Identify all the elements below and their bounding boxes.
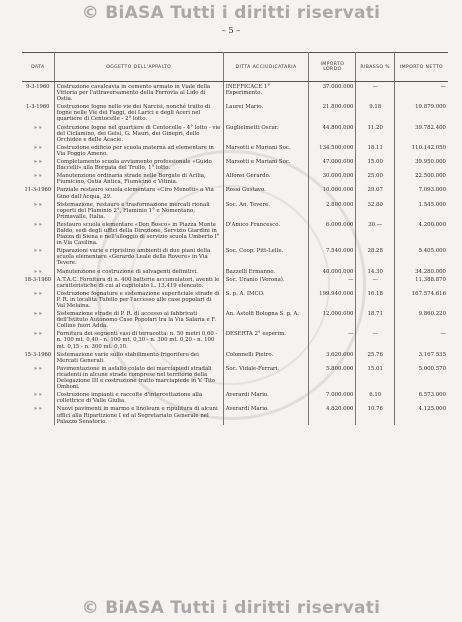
row-net: 7.093.000 [418,187,446,194]
watermark-bottom: © BiASA Tutti i diritti riservati [81,598,381,618]
table-row [22,364,448,390]
row-gross: 21.800.000 [309,102,356,122]
row-gross: 44.800.000 [309,123,356,143]
row-contractor: An. Astolfi Bologna S. p. A. [223,309,309,329]
row-contractor: Marsotti e Mariani Soc. [223,157,309,171]
row-date: » » [22,220,54,246]
row-object: Completamento scuola avviamento professionale «Guido Baccelli» alla Borgata del Trullo, 1° lotto. [54,157,223,171]
row-date: » » [22,143,54,157]
header-date: DATA [22,53,54,82]
row-object: Sistemazione strade di P. R. di accesso ai fabbricati dell'Istituto Autonomo Case Popolari tra la Via Salaria e F. Colline fuori Adda. [54,309,223,329]
row-date: » » [22,364,54,390]
watermark-top: © BiASA Tutti i diritti riservati [81,3,381,23]
row-gross: 3.620.000 [309,350,356,364]
table-row [22,157,448,171]
row-date: » » [22,404,54,424]
table-row [22,82,448,103]
row-gross: 199.940.000 [309,289,356,309]
row-object: Costruzione impianti e raccolte d'intercettazione alla collettrice di Valle Giulia. [54,390,223,404]
row-object: Costruzione fogne nelle vie dei Narcisi, nonché tratto di fogne nelle Vie dei Faggi, dei Larici e degli Aceri nel quartiere di Centocelle - 2° lotto. [54,102,223,122]
row-date: » » [22,157,54,171]
row-discount: 16.18 [356,289,395,309]
row-discount: 15.00 [356,157,395,171]
header-gross: IMPORTO LORDO [309,53,356,82]
row-discount: 29.07 [356,185,395,199]
row-object: Manutenzione e costruzione di salvagenti definitivi. [54,267,223,275]
table-row [22,123,448,143]
contracts-table [22,52,448,425]
row-object: Parziale restauro scuola elementare «Ciro Menotti» a Via Gino dall'Acqua, 29. [54,185,223,199]
row-contractor: D'Amico Francesco. [223,220,309,246]
table-row [22,289,448,309]
row-discount: 25.76 [356,350,395,364]
row-object: Costruzione fogne nel quartiere di Centocelle - 4° lotto - vie del Ciclamino, dei Gelsi, G. Mauri, dei Ginepri, delle Orchidee e delle Acacie. [54,123,223,143]
table-row [22,267,448,275]
row-discount: — [356,275,395,289]
row-date: » » [22,309,54,329]
row-net: 6.573.000 [418,392,446,399]
row-net: 9.860.220 [418,311,446,318]
row-object: Costruzione fognature e sistemazione superficiale strade di P. R. in località Tufello per l'accesso alle case popolari di Val Melaina. [54,289,223,309]
row-contractor: S. p. A. IMCO. [223,289,309,309]
table-row [22,390,448,404]
row-gross: 7.000.000 [309,390,356,404]
row-contractor: INEFFICACE 1° Esperimento. [223,82,309,103]
row-net: — [440,84,446,90]
row-object: Costruzione edificio per scuola materna ad elementare in Via Poggio Ameno. [54,143,223,157]
row-gross: 40.000.000 [309,267,356,275]
row-contractor: Averardi Mario. [223,404,309,424]
row-date: 11-3-1960 [22,185,54,199]
row-gross: 10.000.000 [309,185,356,199]
row-discount: — [356,329,395,349]
page-number: – 5 – [221,26,241,35]
header-net: IMPORTO NETTO [394,53,448,82]
row-net: — [440,331,446,338]
row-gross: 47.000.000 [309,157,356,171]
row-discount: 9.18 [356,102,395,122]
header-discount: RIBASSO % [356,53,395,82]
row-gross: 30.000.000 [309,171,356,185]
row-contractor: Guglielmetti Oscar. [223,123,309,143]
row-date: » » [22,246,54,266]
table-row [22,143,448,157]
table-row [22,404,448,424]
row-date: 1-3-1960 [22,102,54,122]
row-gross: 134.500.000 [309,143,356,157]
row-date: » » [22,390,54,404]
row-net: 3.167.535 [418,351,446,358]
row-gross: — [309,275,356,289]
row-net: 1.545.000 [418,201,446,208]
row-object: Fornitura dei seguenti vasi di terracotta: n. 50 metri 0,60 - n. 100 mt. 0,40 - n. 100 mt. 0,30 - n. 300 mt. 0,20 - n. 100 mt. 0,15 - n. 300 mt. 0,10. [54,329,223,349]
row-net: 11.388.870 [415,276,446,283]
row-net: 167.574.616 [411,290,446,297]
row-gross: 12.000.000 [309,309,356,329]
row-gross: — [309,329,356,349]
row-contractor: Alfonsi Gerardo. [223,171,309,185]
row-gross: 37.000.000 [309,82,356,103]
row-net: 5.405.000 [418,248,446,255]
row-date: 9-3-1960 [22,82,54,103]
row-object: Nuovi pavimenti in marmo e linoleum e ripulitura di alcuni uffici alla Ripartizione I ed al Segretariato Generale nel Palazzo Senatorio. [54,404,223,424]
row-object: Sistemazione varie sullo stabilimento frigorifero dei Mercati Generali. [54,350,223,364]
row-net: 19.879.000 [415,104,446,111]
row-discount: 14.30 [356,267,395,275]
table-row [22,200,448,220]
table-header-row [22,53,448,82]
row-discount: 10.76 [356,404,395,424]
row-discount: 32.80 [356,200,395,220]
table-row [22,185,448,199]
row-contractor: Soc. Coop. Pitt-Lelle. [223,246,309,266]
row-net: 4.125.000 [418,406,446,413]
table-row [22,309,448,329]
row-date: 15-3-1960 [22,350,54,364]
row-net: 110.142.050 [411,144,446,151]
row-gross: 4.820.000 [309,404,356,424]
row-gross: 7.540.000 [309,246,356,266]
row-contractor: Laurei Mario. [223,102,309,122]
row-discount: 30.— [356,220,395,246]
row-object: A.T.A.C. Fornitura di n. 400 batterie accumulatori, aventi le caratteristiche di cui al capitolato L. 13.419 elencato. [54,275,223,289]
row-contractor: Marsotti e Mariani Soc. [223,143,309,157]
row-discount: 18.11 [356,143,395,157]
row-net: 22.500.000 [415,173,446,180]
row-discount: 28.28 [356,246,395,266]
table-row [22,329,448,349]
row-object: Sistemazione, restauro e trasformazione mercati rionali coperti del Flaminio 2°, Flaminio 1° e Nomentano, Primavalle, Italia. [54,200,223,220]
row-date: 18-3-1960 [22,275,54,289]
table-row [22,102,448,122]
row-object: Riparazioni varie e ripristino ambienti di due piani della scuola elementare «Gerardo Leale della Rovere» in Via Tevere. [54,246,223,266]
row-contractor: Averardi Mario. [223,390,309,404]
row-contractor: Soc. Uranio (Verona). [223,275,309,289]
table-row [22,246,448,266]
row-date: » » [22,200,54,220]
row-contractor: Soc. Vidale-Ferrari. [223,364,309,390]
row-contractor: Colonnelli Pietro. [223,350,309,364]
row-net: 39.950.000 [415,159,446,166]
row-gross: 6.000.000 [309,220,356,246]
row-object: Manutenzione ordinaria strade nelle Borgate di Acilia, Fiumicino, Ostia Antica, Fiumicino e Vitinia. [54,171,223,185]
row-gross: 5.800.000 [309,364,356,390]
row-contractor: DESERTA 2° esperim. [223,329,309,349]
row-gross: 2.800.000 [309,200,356,220]
row-discount: 6.10 [356,390,395,404]
row-net: 5.000.570 [418,365,446,372]
row-contractor: Rossi Gustavo. [223,185,309,199]
row-date: » » [22,267,54,275]
table-row [22,220,448,246]
table-row [22,275,448,289]
row-net: 34.280.000 [415,268,446,275]
row-date: » » [22,289,54,309]
row-object: Costruzione cavalcavia in cemento armato in Viale della Vittoria per l'attraversamento della Ferrovia al Lido di Ostia. [54,82,223,103]
row-discount: 11.20 [356,123,395,143]
row-contractor: Soc. An. Tevere. [223,200,309,220]
row-date: » » [22,329,54,349]
row-date: » » [22,123,54,143]
row-contractor: Bazzelli Ermanno. [223,267,309,275]
row-discount: 25.00 [356,171,395,185]
row-object: Pavimentazione in asfalto colato dei marciapiedi stradali ricadenti in alcune strade comprese nel territorio della Delegazione III e costruzione tratto marciapiede in V. Tito Omboni. [54,364,223,390]
row-net: 39.782.400 [415,124,446,131]
table-row [22,171,448,185]
row-discount: 15.01 [356,364,395,390]
row-net: 4.200.000 [418,221,446,228]
header-object: OGGETTO DELL'APPALTO [54,53,223,82]
table-row [22,350,448,364]
row-date: » » [22,171,54,185]
row-discount: — [356,82,395,103]
row-discount: 18.71 [356,309,395,329]
header-contractor: DITTA ACCIUDICATARIA [223,53,309,82]
row-object: Restauro scuola elementare «Don Bosco» in Piazza Monte Baldo, sedi degli uffici della Direzione, Servizio Giardini in Piazza di Siena e nell'alloggio di servizio scuola Umberto I° in Via Casilina. [54,220,223,246]
